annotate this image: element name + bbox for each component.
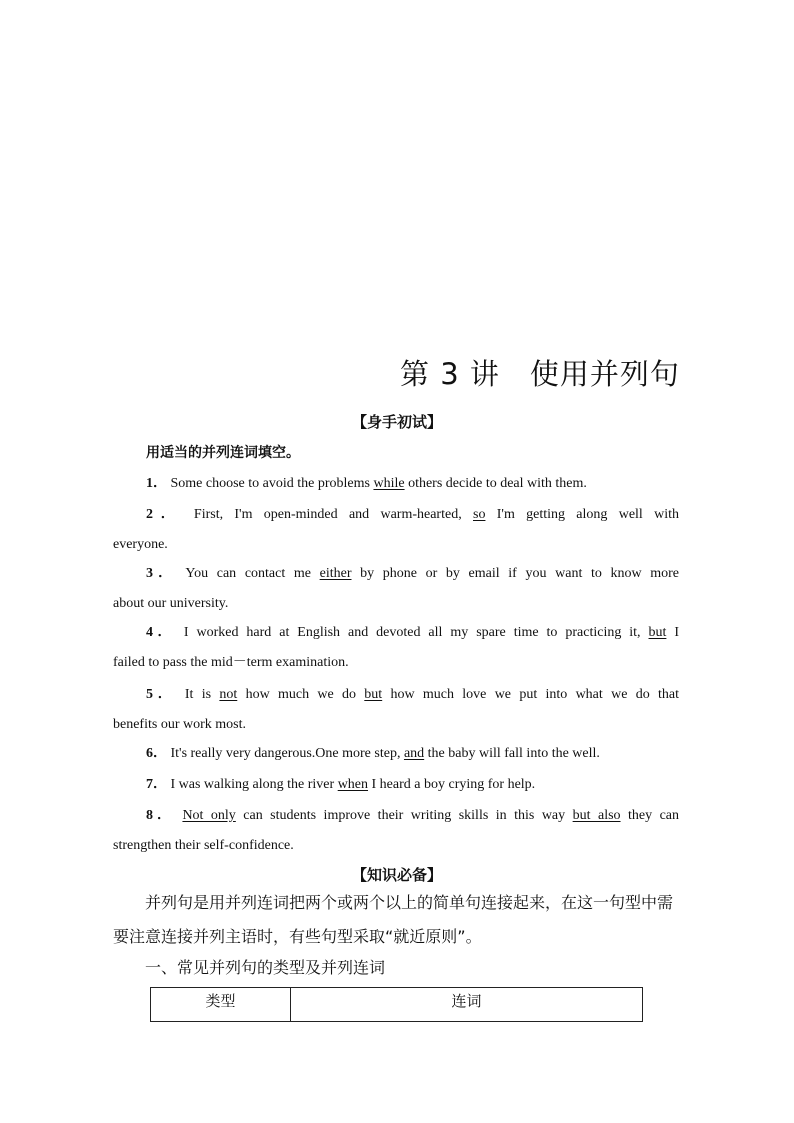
item-continuation: everyone.	[113, 537, 168, 552]
instruction-text: 用适当的并列连词填空。	[146, 445, 300, 461]
item-number: 8．	[146, 808, 175, 823]
section-heading-knowledge: 【知识必备】	[351, 866, 442, 884]
exercise-item-5	[113, 680, 679, 740]
item-text: It's really very dangerous.One more step,	[170, 746, 404, 761]
item-text: how much we do	[237, 687, 365, 702]
item-text: I worked hard at English and devoted all my spare time to practicing it,	[183, 625, 649, 640]
exercise-item-2	[113, 500, 679, 560]
exercise-item-7	[113, 770, 679, 800]
item-text: the baby will fall into the well.	[424, 746, 600, 761]
item-number: 1．	[146, 476, 167, 491]
answer-blank: while	[373, 476, 405, 491]
answer-blank: but also	[572, 808, 621, 823]
item-text: can students improve their writing skills in this way	[235, 808, 573, 823]
item-number: 5．	[146, 687, 177, 702]
column-header-conjunction: 连词	[291, 988, 643, 1022]
item-text: by phone or by email if you want to know more	[351, 566, 680, 581]
item-continuation: failed to pass the mid－term examination.	[113, 655, 349, 670]
exercise-item-3	[113, 559, 679, 619]
item-continuation: strengthen their self-confidence.	[113, 838, 294, 853]
answer-blank: either	[319, 566, 352, 581]
lesson-title: 第 3 讲 使用并列句	[400, 357, 680, 391]
answer-blank: but	[364, 687, 383, 702]
paragraph-line: 并列句是用并列连词把两个或两个以上的简单句连接起来，在这一句型中需	[145, 893, 674, 912]
table-header-row	[151, 988, 643, 1022]
exercise-item-1	[113, 469, 679, 499]
item-text: how much love we put into what we do that	[382, 687, 679, 702]
subheading: 一、常见并列句的类型及并列连词	[145, 958, 386, 977]
answer-blank: Not only	[182, 808, 236, 823]
answer-blank: so	[473, 507, 486, 522]
item-continuation: benefits our work most.	[113, 717, 246, 732]
explanation-paragraph	[113, 886, 681, 954]
paragraph-line: 要注意连接并列主语时，有些句型采取“就近原则”。	[113, 927, 482, 946]
conjunction-table	[150, 987, 643, 1022]
item-text: It is	[184, 687, 220, 702]
item-text: others decide to deal with them.	[404, 476, 587, 491]
item-text: they can	[620, 808, 680, 823]
exercise-item-8	[113, 801, 679, 861]
item-text: I'm getting along well with	[485, 507, 680, 522]
item-text: You can contact me	[185, 566, 320, 581]
item-number: 2．	[146, 507, 183, 522]
item-number: 7．	[146, 777, 167, 792]
answer-blank: but	[648, 625, 667, 640]
item-number: 3．	[146, 566, 178, 581]
item-text: I	[666, 625, 680, 640]
exercise-item-4	[113, 618, 679, 678]
exercise-item-6	[113, 739, 679, 769]
item-number: 6．	[146, 746, 167, 761]
answer-blank: when	[337, 777, 369, 792]
item-number: 4．	[146, 625, 176, 640]
item-text: Some choose to avoid the problems	[170, 476, 374, 491]
item-text: I was walking along the river	[170, 777, 338, 792]
answer-blank: not	[219, 687, 238, 702]
column-header-type: 类型	[151, 988, 291, 1022]
item-continuation: about our university.	[113, 596, 229, 611]
item-text: First, I'm open-minded and warm-hearted,	[193, 507, 473, 522]
item-text: I heard a boy crying for help.	[368, 777, 536, 792]
section-heading-practice: 【身手初试】	[351, 413, 442, 431]
answer-blank: and	[403, 746, 425, 761]
